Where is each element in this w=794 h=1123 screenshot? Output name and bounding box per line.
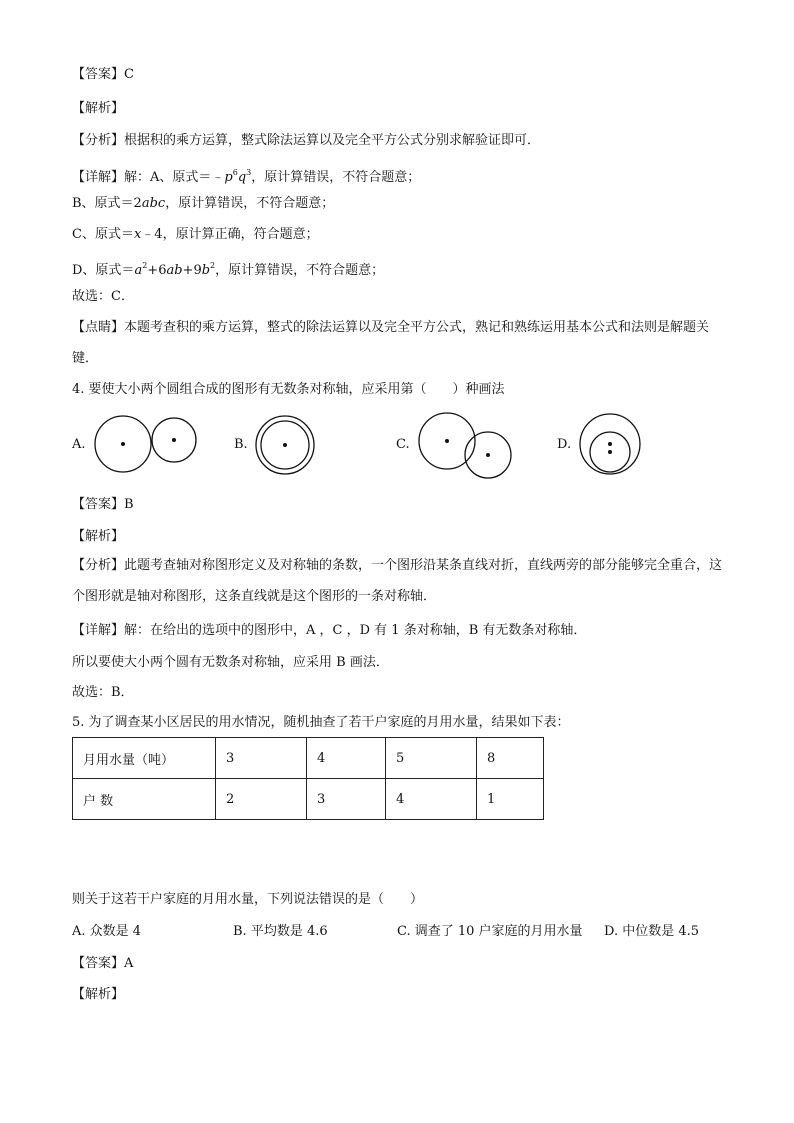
q4-choose: 故选：B． xyxy=(72,685,134,700)
q4-fenxi: 【分析】此题考查轴对称图形定义及对称轴的条数，一个图形沿某条直线对折，直线两旁的部分能够完全重合，这个图形就是轴对称图形，这条直线就是这个图形的一条对称轴． xyxy=(72,558,723,604)
table-cell: 5 xyxy=(386,738,477,779)
q5-stem: 5. 为了调查某小区居民的用水情况，随机抽查了若干户家庭的月用水量，结果如下表： xyxy=(72,715,570,730)
q4-figure-c xyxy=(414,408,514,482)
q5-answer: 【答案】A xyxy=(72,956,134,971)
q4-detail: 【详解】解：在给出的选项中的图形中，A ，C ，D 有 1 条对称轴，B 有无数条对称轴． xyxy=(72,623,587,638)
table-row xyxy=(73,738,544,779)
table-row xyxy=(73,779,544,820)
q5-option-b: B. 平均数是 4.6 xyxy=(233,924,328,939)
table-cell: 月用水量（吨） xyxy=(73,738,216,779)
q4-figure-a xyxy=(90,412,202,478)
q5-option-d: D. 中位数是 4.5 xyxy=(604,924,700,939)
q3-analysis-head: 【解析】 xyxy=(72,101,125,116)
q5-option-a: A. 众数是 4 xyxy=(72,924,142,939)
q4-figure-b xyxy=(252,412,318,478)
table-cell: 4 xyxy=(386,779,477,820)
q4-figure-d xyxy=(578,410,644,478)
q3-choose: 故选：C． xyxy=(72,289,134,304)
q4-conclusion: 所以要使大小两个圆有无数条对称轴，应采用 B 画法． xyxy=(72,655,389,670)
q4-option-c-label: C. xyxy=(396,437,410,452)
q5-question: 则关于这若干户家庭的月用水量，下列说法错误的是（ ） xyxy=(72,892,424,907)
table-cell: 3 xyxy=(216,738,307,779)
q5-analysis-head: 【解析】 xyxy=(72,987,125,1002)
q4-answer: 【答案】B xyxy=(72,497,134,512)
table-cell: 4 xyxy=(307,738,386,779)
q3-answer: 【答案】C xyxy=(72,67,134,82)
q4-stem: 4. 要使大小两个圆组合成的图形有无数条对称轴，应采用第（ ）种画法 xyxy=(72,382,505,397)
table-cell: 8 xyxy=(477,738,544,779)
table-cell: 2 xyxy=(216,779,307,820)
q4-option-a-label: A. xyxy=(72,437,86,452)
figure-d-small-center xyxy=(608,450,612,454)
q3-fenxi: 【分析】根据积的乘方运算，整式除法运算以及完全平方公式分别求解验证即可． xyxy=(72,133,541,148)
q3-detail-d: D、原式$=a^2+6ab+9b^2$，原计算错误，不符合题意； xyxy=(72,261,385,278)
figure-b-center xyxy=(283,443,287,447)
figure-a-big-center xyxy=(121,442,125,446)
figure-c-big-center xyxy=(445,439,449,443)
water-usage-table xyxy=(72,737,544,820)
q5-option-c: C. 调查了 10 户家庭的月用水量 xyxy=(397,924,583,939)
q3-detail-c: C、原式＝x﹣4，原计算正确，符合题意； xyxy=(72,227,319,242)
table-cell: 3 xyxy=(307,779,386,820)
q4-option-d-label: D. xyxy=(557,437,572,452)
q4-option-b-label: B. xyxy=(234,437,248,452)
q3-detail-a: 【详解】解：A、原式$=﹣p^6q^3$，原计算错误，不符合题意； xyxy=(72,168,421,185)
q4-analysis-head: 【解析】 xyxy=(72,529,125,544)
figure-c-small-center xyxy=(486,453,490,457)
figure-a-small-center xyxy=(172,438,176,442)
figure-d-big-center xyxy=(608,442,612,446)
q3-dianjing: 【点睛】本题考查积的乘方运算，整式的除法运算以及完全平方公式，熟记和熟练运用基本公式和法则是解题关键． xyxy=(72,320,710,366)
table-cell: 1 xyxy=(477,779,544,820)
table-cell: 户 数 xyxy=(73,779,216,820)
q3-detail-b: B、原式＝2abc，原计算错误，不符合题意； xyxy=(72,196,335,211)
